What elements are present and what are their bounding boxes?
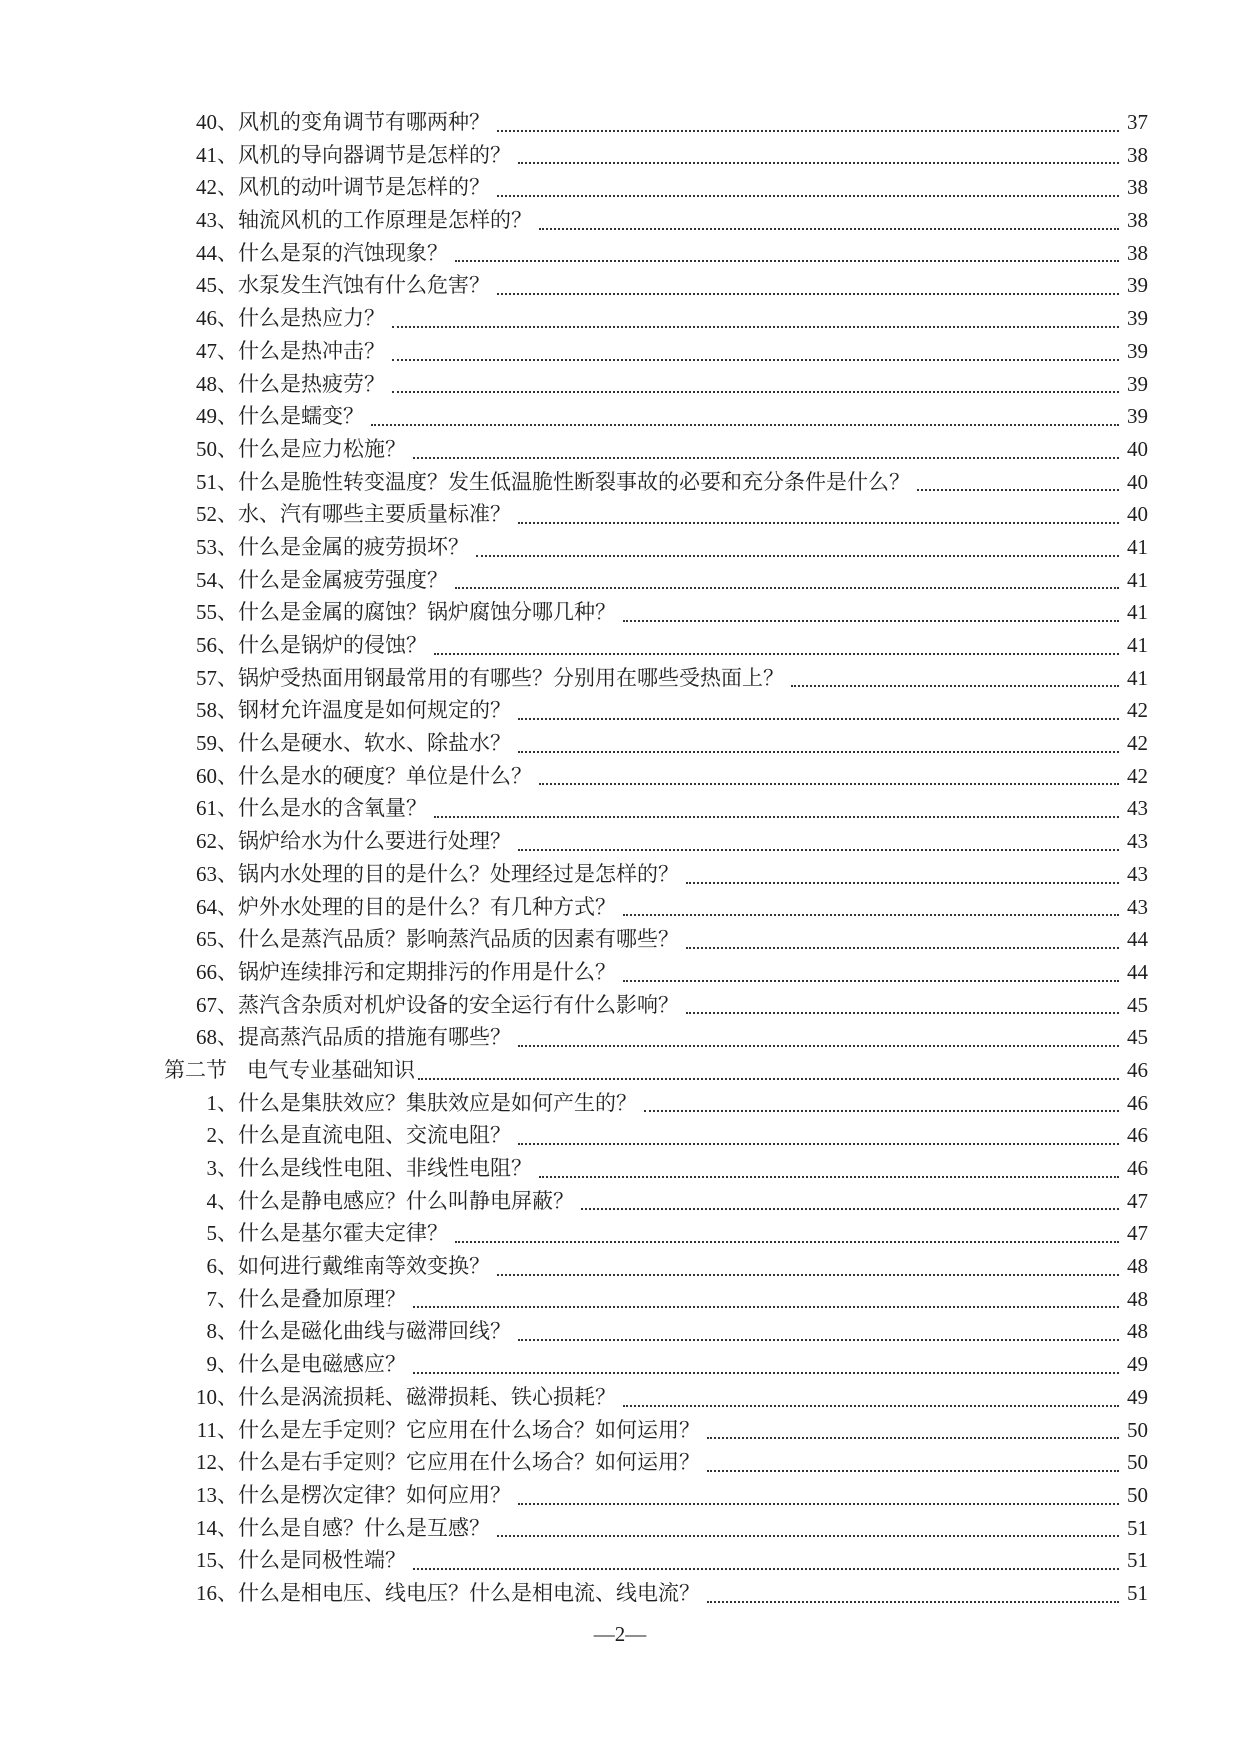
toc-entry[interactable]	[164, 531, 1148, 564]
toc-dotted-leader	[644, 1110, 1119, 1112]
toc-entry-title: 如何进行戴维南等效变换？	[238, 1254, 490, 1279]
toc-entry-title: 什么是右手定则？它应用在什么场合？如何运用？	[238, 1450, 700, 1475]
toc-dotted-leader	[623, 980, 1119, 982]
toc-dotted-leader	[392, 326, 1119, 328]
toc-entry[interactable]	[164, 1577, 1148, 1610]
toc-entry-title: 什么是同极性端？	[238, 1548, 406, 1573]
toc-entry[interactable]	[164, 825, 1148, 858]
toc-entry-number: 68、	[196, 1025, 238, 1050]
toc-entry-title: 什么是热疲劳？	[238, 371, 385, 396]
toc-entry-title: 钢材允许温度是如何规定的？	[238, 698, 511, 723]
toc-entry-number: 14、	[196, 1515, 238, 1540]
toc-section-label: 第二节	[164, 1057, 227, 1082]
toc-dotted-leader	[518, 1339, 1119, 1341]
toc-entry[interactable]	[164, 1544, 1148, 1577]
toc-dotted-leader	[497, 293, 1119, 295]
toc-entry[interactable]	[164, 858, 1148, 891]
toc-entry-title: 什么是相电压、线电压？什么是相电流、线电流？	[238, 1580, 700, 1605]
toc-entry[interactable]	[164, 237, 1148, 270]
toc-entry-number: 43、	[196, 208, 238, 233]
toc-entry-number: 10、	[196, 1384, 238, 1409]
toc-dotted-leader	[518, 751, 1119, 753]
toc-entry-number: 58、	[196, 698, 238, 723]
toc-dotted-leader	[518, 1143, 1119, 1145]
toc-entry-number: 12、	[196, 1450, 238, 1475]
toc-entry[interactable]	[164, 1348, 1148, 1381]
toc-entry-title: 锅炉给水为什么要进行处理？	[238, 829, 511, 854]
toc-entry-page: 47	[1127, 1221, 1148, 1246]
toc-entry-page: 42	[1127, 698, 1148, 723]
toc-dotted-leader	[686, 1012, 1119, 1014]
toc-entry-number: 41、	[196, 142, 238, 167]
toc-entry-number: 2、	[206, 1123, 238, 1148]
toc-dotted-leader	[497, 130, 1119, 132]
toc-entry-title: 提高蒸汽品质的措施有哪些？	[238, 1025, 511, 1050]
toc-dotted-leader	[497, 1535, 1119, 1537]
toc-entry-title: 什么是磁化曲线与磁滞回线？	[238, 1319, 511, 1344]
toc-entry-number: 1、	[206, 1090, 238, 1115]
toc-entry-title: 锅炉连续排污和定期排污的作用是什么？	[238, 959, 616, 984]
toc-entry-title: 什么是基尔霍夫定律？	[238, 1221, 448, 1246]
toc-entry-number: 61、	[196, 796, 238, 821]
page-footer	[0, 1619, 1240, 1649]
toc-entry-page: 43	[1127, 861, 1148, 886]
toc-entry-page: 46	[1127, 1156, 1148, 1180]
toc-dotted-leader	[707, 1601, 1119, 1603]
toc-dotted-leader	[413, 457, 1119, 459]
toc-entry[interactable]	[164, 1250, 1148, 1283]
toc-entry-page: 39	[1127, 404, 1148, 429]
toc-entry[interactable]	[164, 891, 1148, 924]
toc-entry-number: 7、	[206, 1286, 238, 1311]
toc-entry[interactable]	[164, 204, 1148, 237]
toc-entry-page: 48	[1127, 1254, 1148, 1279]
toc-entry-number: 11、	[196, 1417, 238, 1442]
toc-entry[interactable]	[164, 727, 1148, 760]
toc-dotted-leader	[518, 1503, 1119, 1505]
toc-entry-number: 52、	[196, 502, 238, 527]
toc-entry-page: 39	[1127, 306, 1148, 331]
toc-entry[interactable]	[164, 956, 1148, 989]
toc-entry-number: 6、	[206, 1254, 238, 1279]
toc-entry-title: 风机的动叶调节是怎样的？	[238, 175, 490, 200]
toc-entry-title: 什么是自感？什么是互感？	[238, 1515, 490, 1540]
toc-entry-title: 什么是泵的汽蚀现象？	[238, 240, 448, 265]
toc-dotted-leader	[623, 1405, 1119, 1407]
toc-dotted-leader	[539, 783, 1119, 785]
toc-entry-page: 46	[1127, 1123, 1148, 1148]
toc-entry[interactable]	[164, 1087, 1148, 1120]
toc-entry[interactable]	[164, 400, 1148, 433]
toc-entry-number: 9、	[206, 1352, 238, 1377]
toc-entry[interactable]	[164, 1152, 1148, 1185]
toc-entry-title: 什么是线性电阻、非线性电阻？	[238, 1156, 532, 1180]
toc-entry[interactable]	[164, 662, 1148, 695]
toc-dotted-leader	[518, 162, 1119, 164]
toc-entry-number: 44、	[196, 240, 238, 265]
toc-dotted-leader	[707, 1437, 1119, 1439]
toc-entry-title: 什么是热冲击？	[238, 338, 385, 363]
toc-entry[interactable]	[164, 335, 1148, 368]
toc-dotted-leader	[413, 1306, 1119, 1308]
toc-entry-page: 38	[1127, 175, 1148, 200]
toc-entry-page: 47	[1127, 1188, 1148, 1213]
toc-entry-title: 水泵发生汽蚀有什么危害？	[238, 273, 490, 298]
toc-entry-page: 50	[1127, 1417, 1148, 1442]
toc-entry-title: 什么是涡流损耗、磁滞损耗、铁心损耗？	[238, 1384, 616, 1409]
toc-entry-number: 15、	[196, 1548, 238, 1573]
toc-entry-page: 39	[1127, 371, 1148, 396]
toc-entry-page: 49	[1127, 1352, 1148, 1377]
toc-entry-page: 38	[1127, 208, 1148, 233]
toc-entry[interactable]	[164, 564, 1148, 597]
toc-entry-number: 66、	[196, 959, 238, 984]
toc-entry-page: 48	[1127, 1286, 1148, 1311]
toc-entry[interactable]	[164, 792, 1148, 825]
toc-entry-number: 53、	[196, 534, 238, 559]
toc-entry-number: 51、	[196, 469, 238, 494]
toc-entry-number: 62、	[196, 829, 238, 854]
toc-entry-page: 40	[1127, 436, 1148, 461]
toc-section-title: 电气专业基础知识	[247, 1057, 415, 1082]
toc-entry-page: 41	[1127, 665, 1148, 690]
toc-entry-title: 什么是直流电阻、交流电阻？	[238, 1123, 511, 1148]
toc-dotted-leader	[476, 555, 1119, 557]
toc-entry-number: 13、	[196, 1482, 238, 1507]
toc-entry[interactable]	[164, 498, 1148, 531]
toc-entry-title: 什么是电磁感应？	[238, 1352, 406, 1377]
toc-entry-page: 41	[1127, 534, 1148, 559]
toc-section-header[interactable]	[164, 1054, 1148, 1087]
toc-entry[interactable]	[164, 1414, 1148, 1447]
toc-dotted-leader	[539, 1176, 1119, 1178]
toc-entry-page: 37	[1127, 110, 1148, 134]
toc-entry-number: 45、	[196, 273, 238, 298]
toc-entry-title: 什么是蠕变？	[238, 404, 364, 429]
toc-dotted-leader	[686, 947, 1119, 949]
toc-entry[interactable]	[164, 694, 1148, 727]
toc-entry-title: 什么是金属的腐蚀？锅炉腐蚀分哪几种？	[238, 600, 616, 625]
toc-entry-number: 63、	[196, 861, 238, 886]
toc-entry-title: 什么是集肤效应？集肤效应是如何产生的？	[238, 1090, 637, 1115]
toc-dotted-leader	[686, 882, 1119, 884]
toc-entry[interactable]	[164, 1185, 1148, 1218]
toc-dotted-leader	[497, 1274, 1119, 1276]
toc-entry-number: 54、	[196, 567, 238, 592]
toc-entry-title: 什么是脆性转变温度？发生低温脆性断裂事故的必要和充分条件是什么？	[238, 469, 910, 494]
toc-dotted-leader	[623, 620, 1119, 622]
toc-entry-page: 46	[1127, 1090, 1148, 1115]
toc-dotted-leader	[917, 489, 1119, 491]
toc-entry-number: 3、	[206, 1156, 238, 1180]
toc-entry-number: 40、	[196, 110, 238, 134]
toc-entry-page: 45	[1127, 992, 1148, 1017]
toc-dotted-leader	[392, 359, 1119, 361]
toc-entry-number: 57、	[196, 665, 238, 690]
toc-entry-page: 49	[1127, 1384, 1148, 1409]
toc-entry-number: 42、	[196, 175, 238, 200]
toc-entry-number: 50、	[196, 436, 238, 461]
toc-entry-page: 40	[1127, 502, 1148, 527]
toc-entry-title: 什么是应力松施？	[238, 436, 406, 461]
toc-dotted-leader	[455, 1241, 1119, 1243]
toc-entry-page: 44	[1127, 927, 1148, 952]
toc-entry[interactable]	[164, 1021, 1148, 1054]
toc-entry-page: 39	[1127, 338, 1148, 363]
toc-entry[interactable]	[164, 1119, 1148, 1152]
toc-dotted-leader	[707, 1470, 1119, 1472]
toc-entry-title: 风机的导向器调节是怎样的？	[238, 142, 511, 167]
toc-entry-number: 55、	[196, 600, 238, 625]
toc-entry-title: 锅内水处理的目的是什么？处理经过是怎样的？	[238, 861, 679, 886]
toc-entry-title: 水、汽有哪些主要质量标准？	[238, 502, 511, 527]
toc-entry[interactable]	[164, 269, 1148, 302]
toc-entry[interactable]	[164, 466, 1148, 499]
toc-entry-title: 什么是硬水、软水、除盐水？	[238, 731, 511, 756]
toc-entry[interactable]	[164, 368, 1148, 401]
toc-entry-title: 什么是蒸汽品质？影响蒸汽品质的因素有哪些？	[238, 927, 679, 952]
toc-entry-page: 51	[1127, 1515, 1148, 1540]
toc-entry[interactable]	[164, 760, 1148, 793]
toc-dotted-leader	[418, 1078, 1119, 1080]
toc-dotted-leader	[623, 914, 1119, 916]
toc-entry-number: 64、	[196, 894, 238, 919]
toc-dotted-leader	[518, 718, 1119, 720]
toc-entry-title: 炉外水处理的目的是什么？有几种方式？	[238, 894, 616, 919]
toc-entry-page: 42	[1127, 763, 1148, 788]
toc-entry-number: 60、	[196, 763, 238, 788]
toc-entry-number: 5、	[206, 1221, 238, 1246]
toc-entry-number: 8、	[206, 1319, 238, 1344]
toc-entry[interactable]	[164, 989, 1148, 1022]
toc-dotted-leader	[539, 228, 1119, 230]
toc-entry-page: 43	[1127, 796, 1148, 821]
toc-entry-number: 56、	[196, 633, 238, 657]
toc-entry[interactable]	[164, 139, 1148, 172]
toc-entry-title: 什么是金属的疲劳损坏？	[238, 534, 469, 559]
toc-entry-title: 什么是热应力？	[238, 306, 385, 331]
toc-entry-title: 什么是静电感应？什么叫静电屏蔽？	[238, 1188, 574, 1213]
toc-entry-page: 38	[1127, 240, 1148, 265]
toc-entry[interactable]	[164, 629, 1148, 662]
toc-dotted-leader	[791, 685, 1119, 687]
toc-entry[interactable]	[164, 1217, 1148, 1250]
toc-entry-page: 41	[1127, 633, 1148, 657]
toc-entry-number: 48、	[196, 371, 238, 396]
toc-entry-title: 什么是锅炉的侵蚀？	[238, 633, 427, 657]
toc-entry-title: 轴流风机的工作原理是怎样的？	[238, 208, 532, 233]
toc-entry-page: 41	[1127, 567, 1148, 592]
toc-entry-number: 4、	[206, 1188, 238, 1213]
toc-entry-page: 50	[1127, 1450, 1148, 1475]
toc-entry-page: 45	[1127, 1025, 1148, 1050]
toc-entry-title: 蒸汽含杂质对机炉设备的安全运行有什么影响？	[238, 992, 679, 1017]
toc-entry[interactable]	[164, 1479, 1148, 1512]
toc-entry-page: 43	[1127, 829, 1148, 854]
toc-entry[interactable]	[164, 171, 1148, 204]
toc-entry-number: 59、	[196, 731, 238, 756]
toc-entry[interactable]	[164, 302, 1148, 335]
toc-dotted-leader	[455, 587, 1119, 589]
toc-dotted-leader	[518, 522, 1119, 524]
toc-entry-title: 什么是左手定则？它应用在什么场合？如何运用？	[238, 1417, 700, 1442]
toc-entry-title: 什么是金属疲劳强度？	[238, 567, 448, 592]
toc-entry-page: 39	[1127, 273, 1148, 298]
toc-entry[interactable]	[164, 106, 1148, 139]
toc-entry-title: 什么是水的硬度？单位是什么？	[238, 763, 532, 788]
toc-entry[interactable]	[164, 596, 1148, 629]
toc-entry-page: 51	[1127, 1548, 1148, 1573]
toc-entry-title: 风机的变角调节有哪两种？	[238, 110, 490, 134]
toc-dotted-leader	[497, 195, 1119, 197]
toc-entry-page: 42	[1127, 731, 1148, 756]
toc-entry-title: 什么是楞次定律？如何应用？	[238, 1482, 511, 1507]
toc-entry[interactable]	[164, 433, 1148, 466]
toc-entry[interactable]	[164, 1315, 1148, 1348]
toc-dotted-leader	[413, 1568, 1119, 1570]
toc-dotted-leader	[371, 424, 1119, 426]
toc-entry[interactable]	[164, 923, 1148, 956]
toc-entry-number: 65、	[196, 927, 238, 952]
toc-entry-page: 41	[1127, 600, 1148, 625]
toc-dotted-leader	[518, 1045, 1119, 1047]
toc-entry[interactable]	[164, 1446, 1148, 1479]
toc-dotted-leader	[434, 816, 1119, 818]
toc-entry-page: 50	[1127, 1482, 1148, 1507]
toc-entry[interactable]	[164, 1512, 1148, 1545]
toc-entry-page: 46	[1127, 1057, 1148, 1082]
toc-entry-title: 什么是水的含氧量？	[238, 796, 427, 821]
toc-dotted-leader	[413, 1372, 1119, 1374]
toc-entry-number: 47、	[196, 338, 238, 363]
toc-entry-page: 38	[1127, 142, 1148, 167]
page-number-label: —2—	[593, 1621, 647, 1646]
toc-entry[interactable]	[164, 1283, 1148, 1316]
toc-entry-page: 43	[1127, 894, 1148, 919]
toc-dotted-leader	[581, 1208, 1119, 1210]
toc-entry-page: 44	[1127, 959, 1148, 984]
toc-dotted-leader	[455, 260, 1119, 262]
toc-entry-number: 67、	[196, 992, 238, 1017]
toc-dotted-leader	[392, 391, 1119, 393]
toc-entry-page: 48	[1127, 1319, 1148, 1344]
toc-entry-title: 什么是叠加原理？	[238, 1286, 406, 1311]
toc-entry-page: 51	[1127, 1580, 1148, 1605]
toc-entry-page: 40	[1127, 469, 1148, 494]
toc-dotted-leader	[518, 849, 1119, 851]
toc-entry-number: 46、	[196, 306, 238, 331]
toc-dotted-leader	[434, 653, 1119, 655]
toc-entry[interactable]	[164, 1381, 1148, 1414]
toc-entry-number: 16、	[196, 1580, 238, 1605]
toc-entry-title: 锅炉受热面用钢最常用的有哪些？分别用在哪些受热面上？	[238, 665, 784, 690]
toc-entry-number: 49、	[196, 404, 238, 429]
